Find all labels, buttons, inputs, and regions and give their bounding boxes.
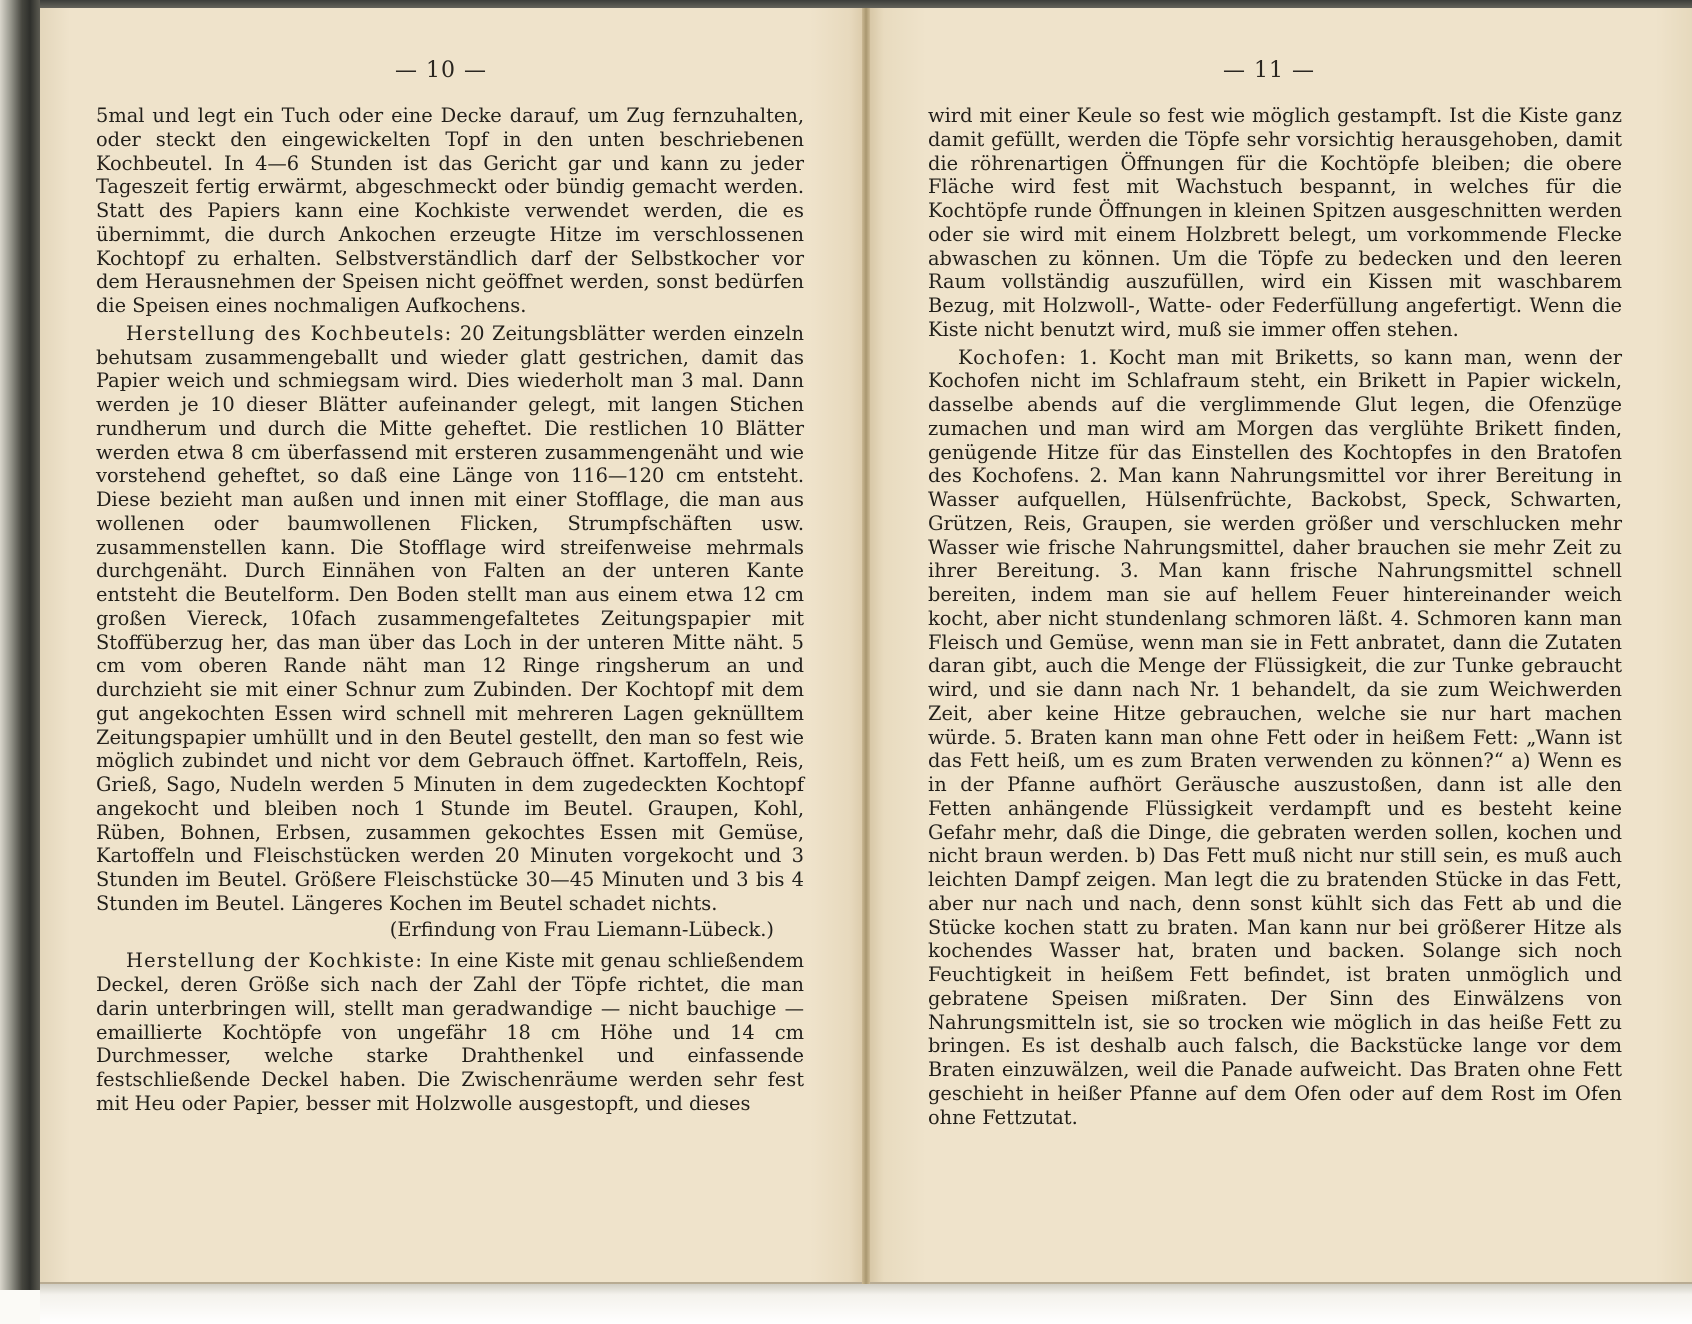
heading-kochkiste: Herstellung der Kochkiste:: [126, 949, 424, 973]
left-page-text: [96, 104, 804, 1120]
attribution-note: (Erfindung von Frau Liemann-Lübeck.): [389, 917, 774, 941]
paragraph-kochofen-body: 1. Kocht man mit Briketts, so kann man, wenn der Kochofen nicht im Schlafraum steht, ein Brikett in Papier wickeln, dasselbe abends auf die verglimmende Glut legen, die Ofenzüge zumachen und man wird am Morgen das verglühte Brikett finden, genügende Hitze für das Einstellen des Kochtopfes in den Bratofen des Kochofens. 2. Man kann Nahrungsmittel vor ihrer Bereitung in Wasser aufquellen, Hülsenfrüchte, Backobst, Speck, Schwarten, Grützen, Reis, Graupen, sie werden größer und verschlucken mehr Wasser wie frische Nahrungsmittel, daher brauchen sie mehr Zeit zu ihrer Bereitung. 3. Man kann frische Nahrungsmittel schnell bereiten, indem man sie auf hellem Feuer hintereinander weich kocht, aber nicht stundenlang schmoren läßt. 4. Schmoren kann man Fleisch und Gemüse, wenn man sie in Fett anbratet, dann die Zutaten daran gibt, auch die Menge der Flüssigkeit, die zur Tunke gebraucht wird, und sie dann nach Nr. 1 behandelt, da sie zum Weichwerden Zeit, aber keine Hitze gebrauchen, welche sie nur hart machen würde. 5. Braten kann man ohne Fett oder in heißem Fett: „Wann ist das Fett heiß, um es zum Braten verwenden zu können?“ a) Wenn es in der Pfanne aufhört Geräusche auszustoßen, dann ist alle den Fetten anhängende Flüssigkeit verdampft und es besteht keine Gefahr mehr, daß die Dinge, die gebraten werden sollen, kochen und nicht braun werden. b) Das Fett muß nicht nur still sein, es muß auch leichten Dampf zeigen. Man legt die zu bratenden Stücke in das Fett, aber nur nach und nach, denn sonst kühlt sich das Fett ab und die Stücke kochen statt zu braten. Man kann nur bei größerer Hitze als kochendes Wasser hat, braten und backen. Solange sich noch Feuchtigkeit in heißem Fett befindet, ist braten unmöglich und gebratene Speisen mißraten. Der Sinn des Einwälzens von Nahrungsmitteln ist, sie so trocken wie möglich in das heiße Fett zu bringen. Es ist deshalb auch falsch, die Backstücke lange vor dem Braten einzuwälzen, weil die Panade aufweicht. Das Braten ohne Fett geschieht in heißer Pfanne auf dem Ofen oder auf dem Rost im Ofen ohne Fettzutat.: [928, 345, 1622, 1129]
book-cover-edge-left: [0, 0, 40, 1290]
left-page: [40, 8, 866, 1284]
scan-background-bottom: [40, 1282, 1692, 1324]
paragraph-continuation: 5mal und legt ein Tuch oder eine Decke darauf, um Zug fernzuhalten, oder steckt den eingewickelten Topf in den unten beschriebenen Kochbeutel. In 4—6 Stunden ist das Gericht gar und kann zu jeder Tageszeit fertig erwärmt, abgeschmeckt oder bündig gemacht werden. Statt des Papiers kann eine Kochkiste verwendet werden, die es übernimmt, die durch Ankochen erzeugte Hitze im verschlossenen Kochtopf zu erhalten. Selbstverständlich darf der Selbstkocher vor dem Herausnehmen der Speisen nicht geöffnet werden, sonst bedürfen die Speisen eines nochmaligen Aufkochens.: [96, 104, 804, 317]
right-page-text: [928, 104, 1622, 1133]
page-number-right: — 11 —: [1223, 58, 1315, 83]
book-gutter: [862, 8, 870, 1284]
paragraph-kochkiste-body: In eine Kiste mit genau schließendem Deckel, deren Größe sich nach der Zahl der Töpfe richtet, die man darin unterbringen will, stellt man geradwandige — nicht bauchige — emaillierte Kochtöpfe von ungefähr 18 cm Höhe und 14 cm Durchmesser, welche starke Drahthenkel und einfassende festschließende Deckel haben. Die Zwischenräume werden sehr fest mit Heu oder Papier, besser mit Holzwolle ausgestopft, und dieses: [96, 949, 805, 1115]
page-number-left: — 10 —: [395, 58, 487, 83]
paragraph-kochkiste: [96, 949, 804, 1115]
paragraph-kochofen: [928, 346, 1622, 1130]
heading-kochofen: Kochofen:: [958, 345, 1068, 369]
paragraph-kochbeutel: [96, 322, 804, 916]
paragraph-kochbeutel-body: 20 Zeitungsblätter werden einzeln behutsam zusammengeballt und wieder glatt gestrichen, damit das Papier weich und schmiegsam wird. Dies wiederholt man 3 mal. Dann werden je 10 dieser Blätter aufeinander gelegt, mit langen Stichen rundherum und durch die Mitte geheftet. Die restlichen 10 Blätter werden etwa 8 cm überfassend mit ersteren zusammengenäht und wie vorstehend geheftet, so daß eine Länge von 116—120 cm entsteht. Diese bezieht man außen und innen mit einer Stofflage, die man aus wollenen oder baumwollenen Flicken, Strumpfschäften usw. zusammenstellen kann. Die Stofflage wird streifenweise mehrmals durchgenäht. Durch Einnähen von Falten an der unteren Kante entsteht die Beutelform. Den Boden stellt man aus einem etwa 12 cm großen Viereck, 10fach zusammengefaltetes Zeitungspapier mit Stoffüberzug her, das man über das Loch in der unteren Mitte näht. 5 cm vom oberen Rande näht man 12 Ringe ringsherum an und durchzieht sie mit einer Schnur zum Zubinden. Der Kochtopf mit dem gut angekochten Essen wird schnell mit mehreren Lagen geknülltem Zeitungspapier umhüllt und in den Beutel gestellt, den man so fest wie möglich zubindet und nicht vor dem Gebrauch öffnet. Kartoffeln, Reis, Grieß, Sago, Nudeln werden 5 Minuten in dem zugedeckten Kochtopf angekocht und bleiben noch 1 Stunde im Beutel. Graupen, Kohl, Rüben, Bohnen, Erbsen, zusammen gekochtes Essen mit Gemüse, Kartoffeln und Fleischstücken werden 20 Minuten vorgekocht und 3 Stunden im Beutel. Größere Fleischstücke 30—45 Minuten und 3 bis 4 Stunden im Beutel. Längeres Kochen im Beutel schadet nichts.: [96, 321, 804, 915]
heading-kochbeutel: Herstellung des Kochbeutels:: [126, 321, 453, 345]
paragraph-kochkiste-continued: wird mit einer Keule so fest wie möglich gestampft. Ist die Kiste ganz damit gefüllt, werden die Töpfe sehr vorsichtig herausgehoben, damit die röhrenartigen Öffnungen für die Kochtöpfe bleiben; die obere Fläche wird fest mit Wachstuch bespannt, in welches für die Kochtöpfe runde Öffnungen in kleinen Spitzen ausgeschnitten werden oder sie wird mit einem Holzbrett belegt, um vorkommende Flecke abwaschen zu können. Um die Töpfe zu bedecken und den leeren Raum vollständig auszufüllen, wird ein Kissen mit waschbarem Bezug, mit Holzwoll-, Watte- oder Federfüllung angefertigt. Wenn die Kiste nicht benutzt wird, muß sie immer offen stehen.: [928, 104, 1622, 341]
right-page: [866, 8, 1692, 1284]
